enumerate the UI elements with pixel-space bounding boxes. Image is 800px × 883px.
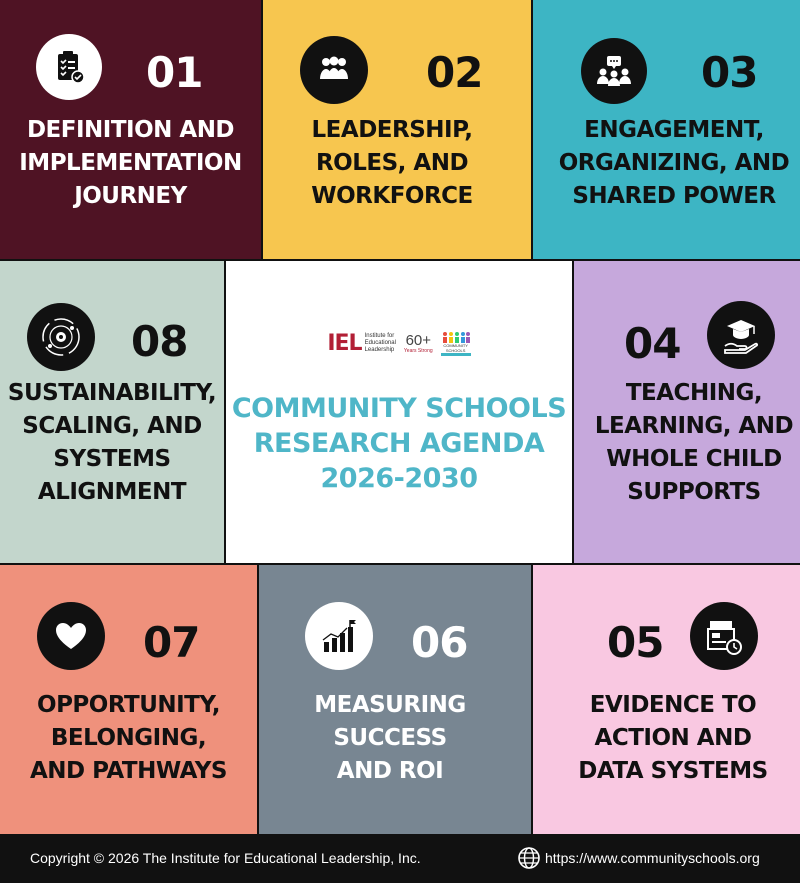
community-schools-logo bbox=[441, 331, 471, 356]
bar-chart-flag-icon bbox=[305, 602, 373, 670]
people-group-icon bbox=[300, 36, 368, 104]
tile-05 bbox=[533, 565, 800, 834]
tile-number: 01 bbox=[146, 48, 203, 97]
center-title: COMMUNITY SCHOOLS RESEARCH AGENDA 2026-2030 bbox=[231, 393, 567, 494]
iel-logo-mark: IEL bbox=[327, 331, 362, 356]
website-link[interactable]: https://www.communityschools.org bbox=[545, 850, 760, 866]
tile-01 bbox=[0, 0, 261, 259]
tile-number: 08 bbox=[131, 317, 188, 366]
years-strong-text: Years Strong bbox=[403, 348, 433, 354]
center-panel bbox=[226, 261, 572, 563]
iel-logo-text: Institute for Educational Leadership bbox=[364, 333, 396, 353]
tile-number: 02 bbox=[426, 48, 483, 97]
footer bbox=[0, 834, 800, 883]
tile-title: OPPORTUNITY, BELONGING, AND PATHWAYS bbox=[29, 692, 227, 784]
tile-number: 07 bbox=[143, 618, 200, 667]
clipboard-checklist-icon bbox=[36, 34, 102, 100]
tile-title: DEFINITION AND IMPLEMENTATION JOURNEY bbox=[19, 117, 242, 209]
tile-02 bbox=[263, 0, 531, 259]
copyright-text: Copyright © 2026 The Institute for Educational Leadership, Inc. bbox=[30, 850, 421, 866]
tile-number: 04 bbox=[624, 319, 681, 368]
iel-logo bbox=[327, 331, 396, 356]
tile-title: ENGAGEMENT, ORGANIZING, AND SHARED POWER bbox=[558, 117, 790, 209]
logo-row bbox=[226, 331, 572, 356]
tile-06 bbox=[259, 565, 531, 834]
community-schools-logo-text: COMMUNITY SCHOOLS bbox=[443, 343, 468, 353]
people-figures-icon bbox=[441, 331, 471, 343]
gear-orbit-icon bbox=[27, 303, 95, 371]
tile-number: 06 bbox=[411, 618, 468, 667]
tile-07 bbox=[0, 565, 257, 834]
tile-04 bbox=[574, 261, 800, 563]
heart-icon bbox=[37, 602, 105, 670]
sixty-plus-text: 60+ bbox=[405, 332, 432, 349]
graduation-cap-hand-icon bbox=[707, 301, 775, 369]
globe-icon bbox=[517, 846, 541, 873]
sixty-years-logo bbox=[404, 333, 433, 354]
tile-number: 05 bbox=[607, 618, 664, 667]
tile-title: EVIDENCE TO ACTION AND DATA SYSTEMS bbox=[578, 692, 768, 784]
tile-title: LEADERSHIP, ROLES, AND WORKFORCE bbox=[311, 117, 473, 209]
data-clock-icon bbox=[690, 602, 758, 670]
tile-title: SUSTAINABILITY, SCALING, AND SYSTEMS ALIGNMENT bbox=[7, 380, 217, 505]
tile-title: TEACHING, LEARNING, AND WHOLE CHILD SUPPORTS bbox=[594, 380, 794, 505]
discussion-group-icon bbox=[581, 38, 647, 104]
tile-title: MEASURING SUCCESS AND ROI bbox=[314, 692, 466, 784]
tile-number: 03 bbox=[701, 48, 758, 97]
tile-08 bbox=[0, 261, 224, 563]
tile-03 bbox=[533, 0, 800, 259]
